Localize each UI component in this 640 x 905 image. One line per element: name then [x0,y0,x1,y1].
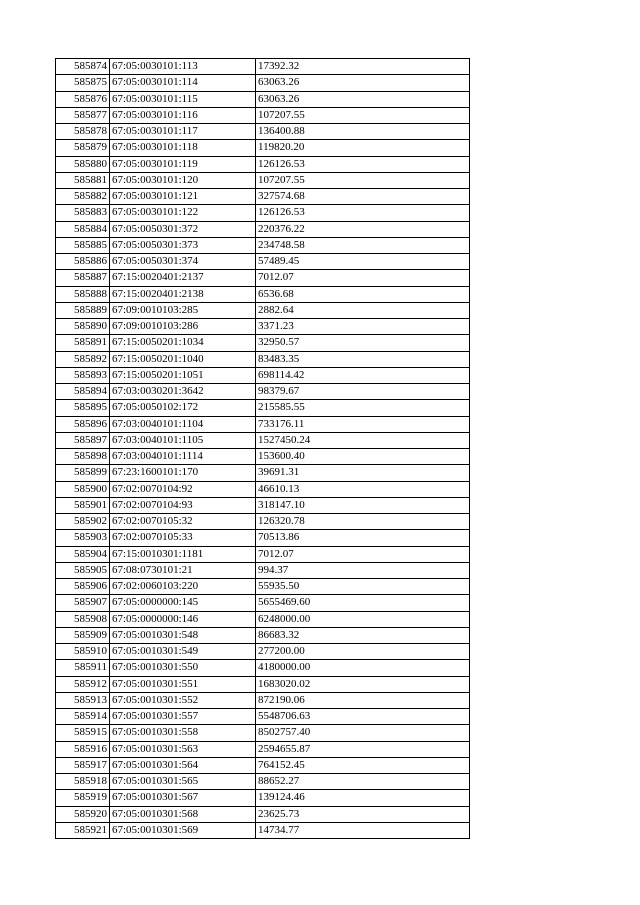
value-cell: 39691.31 [256,465,470,481]
cadastral-number-cell: 67:02:0070104:92 [110,481,256,497]
table-row [56,449,470,465]
cadastral-number-cell: 67:05:0010301:565 [110,774,256,790]
table-row [56,416,470,432]
value-cell: 8502757.40 [256,725,470,741]
value-cell: 63063.26 [256,75,470,91]
value-cell: 55935.50 [256,579,470,595]
cadastral-number-cell: 67:05:0030101:113 [110,59,256,75]
table-row [56,741,470,757]
value-cell: 119820.20 [256,140,470,156]
cadastral-number-cell: 67:15:0010301:1181 [110,546,256,562]
cadastral-number-cell: 67:09:0010103:286 [110,319,256,335]
cadastral-number-cell: 67:02:0060103:220 [110,579,256,595]
value-cell: 4180000.00 [256,660,470,676]
value-cell: 994.37 [256,562,470,578]
table-row [56,822,470,838]
value-cell: 3371.23 [256,319,470,335]
table-row [56,432,470,448]
table-row [56,156,470,172]
record-id-cell: 585881 [56,172,110,188]
record-id-cell: 585913 [56,692,110,708]
cadastral-number-cell: 67:05:0030101:120 [110,172,256,188]
table-row [56,465,470,481]
table-row [56,91,470,107]
table-row [56,790,470,806]
cadastral-number-cell: 67:02:0070105:33 [110,530,256,546]
record-id-cell: 585920 [56,806,110,822]
record-id-cell: 585877 [56,107,110,123]
record-id-cell: 585921 [56,822,110,838]
cadastral-number-cell: 67:02:0070105:32 [110,514,256,530]
value-cell: 107207.55 [256,172,470,188]
table-row [56,367,470,383]
record-id-cell: 585888 [56,286,110,302]
cadastral-number-cell: 67:15:0020401:2137 [110,270,256,286]
value-cell: 98379.67 [256,384,470,400]
value-cell: 1683020.02 [256,676,470,692]
cadastral-number-cell: 67:05:0050301:374 [110,254,256,270]
cadastral-number-cell: 67:15:0050201:1051 [110,367,256,383]
value-cell: 6248000.00 [256,611,470,627]
table-row [56,221,470,237]
record-id-cell: 585902 [56,514,110,530]
record-id-cell: 585882 [56,189,110,205]
record-id-cell: 585908 [56,611,110,627]
record-id-cell: 585898 [56,449,110,465]
value-cell: 2882.64 [256,302,470,318]
table-row [56,481,470,497]
record-id-cell: 585916 [56,741,110,757]
record-id-cell: 585906 [56,579,110,595]
table-row [56,774,470,790]
cadastral-number-cell: 67:05:0000000:145 [110,595,256,611]
record-id-cell: 585909 [56,627,110,643]
value-cell: 318147.10 [256,497,470,513]
table-row [56,660,470,676]
table-row [56,546,470,562]
value-cell: 698114.42 [256,367,470,383]
record-id-cell: 585894 [56,384,110,400]
cadastral-number-cell: 67:09:0010103:285 [110,302,256,318]
cadastral-number-cell: 67:05:0050102:172 [110,400,256,416]
record-id-cell: 585875 [56,75,110,91]
cadastral-number-cell: 67:05:0000000:146 [110,611,256,627]
cadastral-number-cell: 67:05:0050301:373 [110,237,256,253]
records-table [55,58,470,839]
cadastral-number-cell: 67:05:0010301:557 [110,709,256,725]
record-id-cell: 585880 [56,156,110,172]
table-row [56,497,470,513]
table-row [56,806,470,822]
table-row [56,709,470,725]
table-row [56,270,470,286]
value-cell: 277200.00 [256,644,470,660]
record-id-cell: 585884 [56,221,110,237]
cadastral-number-cell: 67:05:0010301:569 [110,822,256,838]
cadastral-number-cell: 67:23:1600101:170 [110,465,256,481]
value-cell: 126126.53 [256,205,470,221]
cadastral-number-cell: 67:03:0040101:1114 [110,449,256,465]
cadastral-number-cell: 67:15:0020401:2138 [110,286,256,302]
table-row [56,611,470,627]
record-id-cell: 585890 [56,319,110,335]
value-cell: 6536.68 [256,286,470,302]
record-id-cell: 585876 [56,91,110,107]
record-id-cell: 585915 [56,725,110,741]
value-cell: 733176.11 [256,416,470,432]
cadastral-number-cell: 67:05:0030101:118 [110,140,256,156]
table-row [56,351,470,367]
value-cell: 63063.26 [256,91,470,107]
record-id-cell: 585919 [56,790,110,806]
cadastral-number-cell: 67:15:0050201:1040 [110,351,256,367]
value-cell: 2594655.87 [256,741,470,757]
table-row [56,757,470,773]
value-cell: 88652.27 [256,774,470,790]
value-cell: 46610.13 [256,481,470,497]
value-cell: 14734.77 [256,822,470,838]
cadastral-number-cell: 67:05:0010301:551 [110,676,256,692]
value-cell: 234748.58 [256,237,470,253]
cadastral-number-cell: 67:05:0010301:548 [110,627,256,643]
table-row [56,692,470,708]
value-cell: 126126.53 [256,156,470,172]
record-id-cell: 585885 [56,237,110,253]
cadastral-number-cell: 67:05:0030101:114 [110,75,256,91]
value-cell: 5548706.63 [256,709,470,725]
value-cell: 32950.57 [256,335,470,351]
table-row [56,319,470,335]
record-id-cell: 585886 [56,254,110,270]
table-row [56,189,470,205]
value-cell: 1527450.24 [256,432,470,448]
value-cell: 153600.40 [256,449,470,465]
table-row [56,562,470,578]
record-id-cell: 585895 [56,400,110,416]
record-id-cell: 585891 [56,335,110,351]
value-cell: 126320.78 [256,514,470,530]
record-id-cell: 585889 [56,302,110,318]
cadastral-number-cell: 67:05:0010301:564 [110,757,256,773]
cadastral-number-cell: 67:05:0010301:568 [110,806,256,822]
cadastral-number-cell: 67:05:0010301:567 [110,790,256,806]
record-id-cell: 585910 [56,644,110,660]
record-id-cell: 585907 [56,595,110,611]
record-id-cell: 585899 [56,465,110,481]
value-cell: 327574.68 [256,189,470,205]
record-id-cell: 585901 [56,497,110,513]
cadastral-number-cell: 67:03:0040101:1105 [110,432,256,448]
record-id-cell: 585900 [56,481,110,497]
cadastral-number-cell: 67:05:0030101:115 [110,91,256,107]
table-row [56,335,470,351]
cadastral-number-cell: 67:05:0030101:116 [110,107,256,123]
table-row [56,172,470,188]
table-row [56,627,470,643]
record-id-cell: 585893 [56,367,110,383]
value-cell: 70513.86 [256,530,470,546]
record-id-cell: 585912 [56,676,110,692]
value-cell: 139124.46 [256,790,470,806]
table-row [56,140,470,156]
value-cell: 215585.55 [256,400,470,416]
record-id-cell: 585904 [56,546,110,562]
table-row [56,676,470,692]
cadastral-number-cell: 67:03:0040101:1104 [110,416,256,432]
record-id-cell: 585903 [56,530,110,546]
cadastral-number-cell: 67:05:0010301:563 [110,741,256,757]
record-id-cell: 585879 [56,140,110,156]
record-id-cell: 585905 [56,562,110,578]
table-row [56,254,470,270]
cadastral-number-cell: 67:05:0030101:117 [110,124,256,140]
value-cell: 7012.07 [256,546,470,562]
table-row [56,286,470,302]
record-id-cell: 585897 [56,432,110,448]
table-row [56,579,470,595]
value-cell: 872190.06 [256,692,470,708]
value-cell: 86683.32 [256,627,470,643]
record-id-cell: 585918 [56,774,110,790]
cadastral-number-cell: 67:15:0050201:1034 [110,335,256,351]
cadastral-number-cell: 67:05:0010301:552 [110,692,256,708]
value-cell: 23625.73 [256,806,470,822]
table-row [56,237,470,253]
value-cell: 17392.32 [256,59,470,75]
record-id-cell: 585878 [56,124,110,140]
records-table-body [56,59,470,839]
table-row [56,530,470,546]
cadastral-number-cell: 67:05:0010301:550 [110,660,256,676]
cadastral-number-cell: 67:05:0010301:549 [110,644,256,660]
value-cell: 107207.55 [256,107,470,123]
value-cell: 764152.45 [256,757,470,773]
record-id-cell: 585896 [56,416,110,432]
cadastral-number-cell: 67:05:0010301:558 [110,725,256,741]
record-id-cell: 585917 [56,757,110,773]
cadastral-number-cell: 67:05:0030101:119 [110,156,256,172]
table-row [56,725,470,741]
table-row [56,75,470,91]
record-id-cell: 585892 [56,351,110,367]
table-row [56,400,470,416]
value-cell: 136400.88 [256,124,470,140]
table-row [56,205,470,221]
record-id-cell: 585883 [56,205,110,221]
record-id-cell: 585874 [56,59,110,75]
record-id-cell: 585887 [56,270,110,286]
value-cell: 7012.07 [256,270,470,286]
table-row [56,595,470,611]
table-row [56,514,470,530]
cadastral-number-cell: 67:03:0030201:3642 [110,384,256,400]
value-cell: 5655469.60 [256,595,470,611]
table-row [56,107,470,123]
table-row [56,124,470,140]
cadastral-number-cell: 67:05:0030101:122 [110,205,256,221]
cadastral-number-cell: 67:05:0030101:121 [110,189,256,205]
table-row [56,384,470,400]
value-cell: 57489.45 [256,254,470,270]
table-row [56,302,470,318]
cadastral-number-cell: 67:05:0050301:372 [110,221,256,237]
record-id-cell: 585914 [56,709,110,725]
record-id-cell: 585911 [56,660,110,676]
table-row [56,644,470,660]
cadastral-number-cell: 67:08:0730101:21 [110,562,256,578]
value-cell: 220376.22 [256,221,470,237]
value-cell: 83483.35 [256,351,470,367]
table-row [56,59,470,75]
cadastral-number-cell: 67:02:0070104:93 [110,497,256,513]
